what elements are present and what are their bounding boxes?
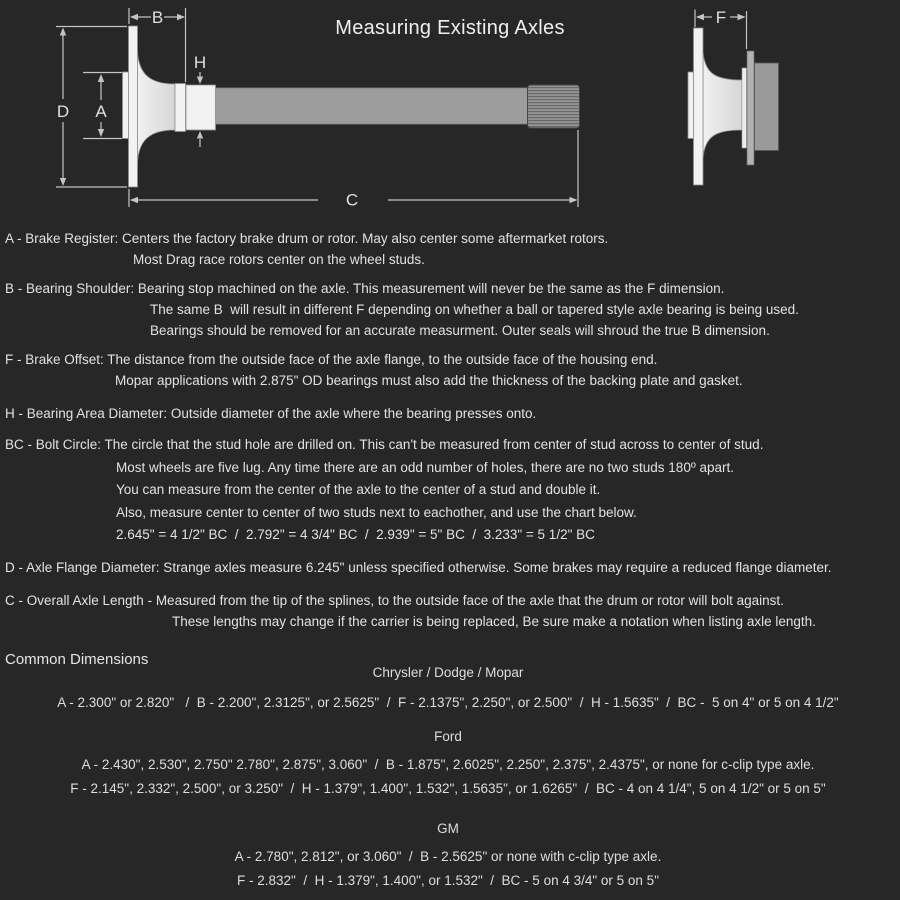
arrow-up-icon <box>98 74 104 82</box>
label-h: H <box>193 53 207 72</box>
group-name-gm: GM <box>437 821 459 836</box>
note-line: These lengths may change if the carrier is being replaced, Be sure make a notation when listing axle length. <box>172 614 816 629</box>
backing-plate <box>747 51 754 165</box>
dim-a <box>83 73 122 139</box>
group-dims-line: A - 2.300" or 2.820" / B - 2.200", 2.3125", or 2.5625" / F - 2.1375", 2.250", or 2.500" / H - 1.5635" / BC - 5 on 4" or 5 on 4 1/2" <box>57 695 839 710</box>
page-title: Measuring Existing Axles <box>335 17 565 39</box>
axle-flange <box>129 26 138 187</box>
common-dimensions-heading: Common Dimensions <box>5 651 149 668</box>
group-dims-line: A - 2.430", 2.530", 2.750" 2.780", 2.875", 3.060" / B - 1.875", 2.6025", 2.250", 2.375", 2.4375", or none for c-clip type axle. <box>81 757 815 772</box>
arrow-up-icon <box>60 28 66 36</box>
arrow-left-icon <box>130 14 138 20</box>
note-line: 2.645" = 4 1/2" BC / 2.792" = 4 3/4" BC / 2.939" = 5" BC / 3.233" = 5 1/2" BC <box>116 527 595 542</box>
note-line: Most wheels are five lug. Any time there are an odd number of holes, there are no two studs 180º apart. <box>116 459 735 475</box>
label-f: F <box>715 8 727 27</box>
note-line: H - Bearing Area Diameter: Outside diameter of the axle where the bearing presses onto. <box>5 406 537 421</box>
axle-taper-end-view <box>703 52 742 158</box>
note-axle-flange-diameter <box>5 557 900 578</box>
brake-register-end-view <box>688 72 694 139</box>
note-line: A - Brake Register: Centers the factory brake drum or rotor. May also center some aftermarket rotors. <box>5 231 609 246</box>
arrow-left-icon <box>696 14 704 20</box>
axle-flange-end-view <box>694 28 704 185</box>
main-axle-drawing <box>123 26 580 187</box>
label-b: B <box>151 8 164 27</box>
axle-splines <box>528 85 580 128</box>
note-bearing-area-diameter <box>5 403 900 424</box>
axle-diagram <box>0 0 900 222</box>
label-c: C <box>345 190 359 210</box>
note-line: F - Brake Offset: The distance from the outside face of the axle flange, to the outside face of the housing end. <box>5 352 658 367</box>
note-line: Most Drag race rotors center on the wheel studs. <box>133 252 425 267</box>
note-line: Mopar applications with 2.875" OD bearings must also add the thickness of the backing plate and gasket. <box>115 373 743 388</box>
bearing-sliver <box>742 68 747 148</box>
brake-register <box>123 72 129 139</box>
arrow-right-icon <box>738 14 746 20</box>
dim-d <box>56 27 127 188</box>
arrow-down-icon <box>197 77 203 85</box>
arrow-left-icon <box>130 197 138 203</box>
arrow-right-icon <box>177 14 185 20</box>
arrow-right-icon <box>570 197 578 203</box>
note-line: C - Overall Axle Length - Measured from the tip of the splines, to the outside face of the axle that the drum or rotor will bolt against. <box>5 593 784 608</box>
group-dims-line: F - 2.145", 2.332", 2.500", or 3.250" / H - 1.379", 1.400", 1.532", 1.5635", or 1.6265" / BC - 4 on 4 1/4", 5 on 4 1/2" or 5 on 5" <box>70 781 826 796</box>
label-d: D <box>56 102 70 121</box>
arrow-down-icon <box>98 129 104 137</box>
group-dims-line: F - 2.832" / H - 1.379", 1.400", or 1.532" / BC - 5 on 4 3/4" or 5 on 5" <box>237 873 659 888</box>
arrow-down-icon <box>60 178 66 186</box>
housing-end-drawing <box>688 28 779 185</box>
arrow-up-icon <box>197 131 203 139</box>
label-a: A <box>95 102 107 121</box>
note-line: Bearings should be removed for an accurate measurment. Outer seals will shroud the true B dimension. <box>150 323 770 338</box>
note-overall-axle-length <box>5 590 900 632</box>
axle-shaft <box>216 88 529 124</box>
note-line: Also, measure center to center of two studs next to eachother, and use the chart below. <box>116 504 637 520</box>
note-bolt-circle <box>5 434 900 547</box>
note-bearing-shoulder <box>5 278 900 341</box>
bearing-shoulder-ring <box>175 84 186 132</box>
group-dims-line: A - 2.780", 2.812", or 3.060" / B - 2.5625" or none with c-clip type axle. <box>234 849 662 864</box>
bearing-area <box>186 85 216 130</box>
note-line: D - Axle Flange Diameter: Strange axles measure 6.245" unless specified otherwise. Some brakes may require a reduced flange diameter. <box>5 560 832 575</box>
group-name-ford: Ford <box>434 729 462 744</box>
note-line: You can measure from the center of the axle to the center of a stud and double it. <box>116 482 601 497</box>
note-brake-register <box>5 228 900 270</box>
note-line: The same B will result in different F depending on whether a ball or tapered style axle bearing is being used. <box>150 302 799 317</box>
group-name-mopar: Chrysler / Dodge / Mopar <box>372 665 524 680</box>
axle-taper <box>138 52 176 162</box>
housing-end-block <box>755 63 779 151</box>
note-line: BC - Bolt Circle: The circle that the stud hole are drilled on. This can't be measured from center of stud across to center of stud. <box>5 437 764 452</box>
note-line: B - Bearing Shoulder: Bearing stop machined on the axle. This measurement will never be the same as the F dimension. <box>5 281 725 296</box>
dim-c <box>129 130 578 210</box>
note-brake-offset <box>5 349 900 391</box>
